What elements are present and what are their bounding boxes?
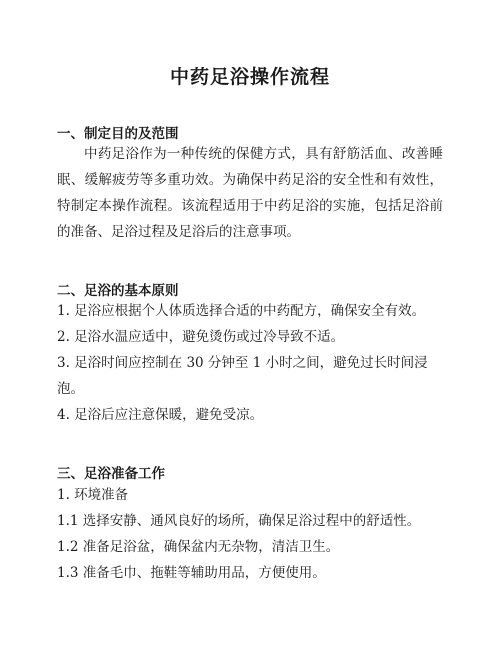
principle-item-3: 3. 足浴时间应控制在 30 分钟至 1 小时之间，避免过长时间浸泡。	[57, 355, 428, 397]
prep-item-1-3: 1.3 准备毛巾、拖鞋等辅助用品，方便使用。	[57, 565, 326, 581]
section-1-heading: 一、制定目的及范围	[57, 126, 179, 142]
section-3-heading: 三、足浴准备工作	[57, 466, 165, 482]
prep-item-1-1: 1.1 选择安静、通风良好的场所，确保足浴过程中的舒适性。	[57, 513, 421, 529]
principle-item-2: 2. 足浴水温应适中，避免烫伤或过冷导致不适。	[57, 329, 345, 345]
document-title: 中药足浴操作流程	[169, 66, 330, 88]
section-2-heading: 二、足浴的基本原则	[57, 283, 179, 299]
principle-item-1: 1. 足浴应根据个人体质选择合适的中药配方，确保安全有效。	[57, 303, 426, 319]
section-1-paragraph: 中药足浴作为一种传统的保健方式，具有舒筋活血、改善睡眠、缓解疲劳等多重功效。为确保中药足浴的安全性和有效性，特制定本操作流程。该流程适用于中药足浴的实施，包括足浴前的准备、足浴过程及足浴后的注意事项。	[57, 146, 443, 240]
principle-item-4: 4. 足浴后应注意保暖，避免受凉。	[57, 407, 264, 423]
section-3-subheading: 1. 环境准备	[57, 487, 129, 503]
prep-item-1-2: 1.2 准备足浴盆，确保盆内无杂物，清洁卫生。	[57, 539, 340, 555]
